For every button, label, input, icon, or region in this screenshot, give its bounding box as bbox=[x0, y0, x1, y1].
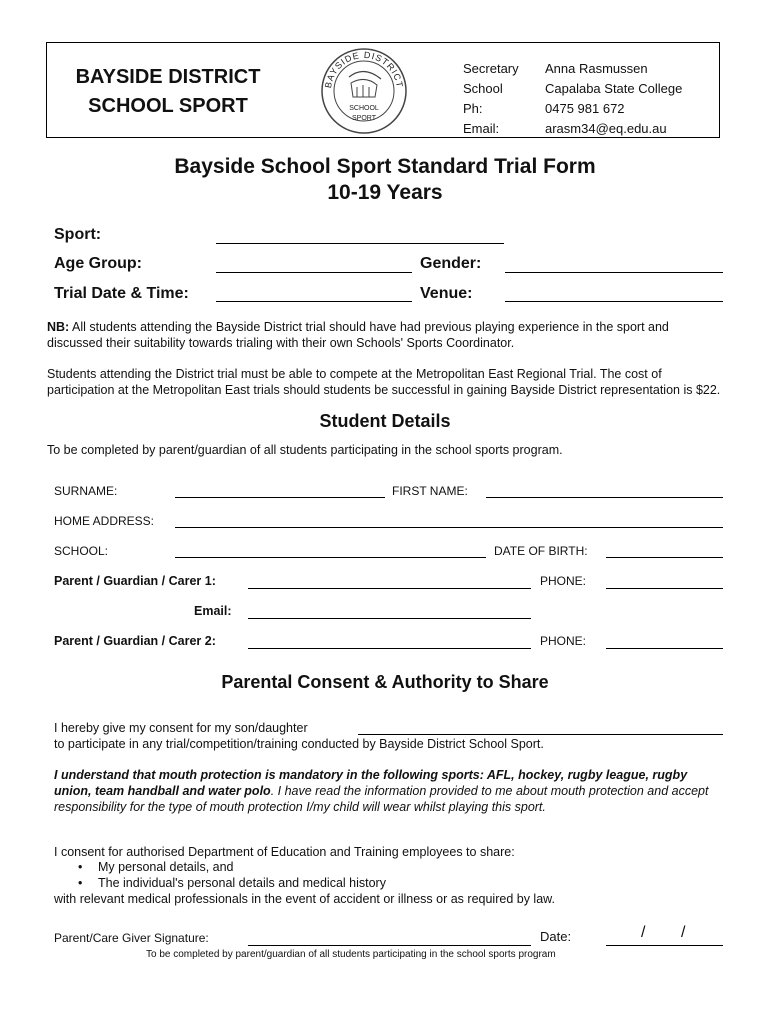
nb-note bbox=[47, 319, 727, 351]
trial-date-field[interactable] bbox=[216, 301, 412, 302]
carer2-label: Parent / Guardian / Carer 2: bbox=[54, 634, 216, 648]
list-item: • My personal details, and bbox=[78, 859, 386, 875]
gender-field[interactable] bbox=[505, 272, 723, 273]
venue-label: Venue: bbox=[420, 285, 473, 302]
student-details-heading: Student Details bbox=[319, 411, 451, 431]
nb-label: NB: bbox=[47, 320, 70, 334]
consent-line2: to participate in any trial/competition/training conducted by Bayside District School Sport. bbox=[54, 737, 544, 751]
signature-label: Parent/Care Giver Signature: bbox=[54, 931, 209, 945]
mouth-protection-bold: I understand that mouth protection is mandatory in the following sports: AFL, hockey, rugby league, rugby union, team handball and water polo bbox=[54, 768, 688, 798]
mouth-protection-rest: . I have read the information provided to me about mouth protection and accept responsibility for the type of mouth protection I/my child will wear whilst playing this sport. bbox=[54, 784, 709, 814]
contact-label: Secretary bbox=[463, 61, 519, 76]
son-daughter-name-field[interactable] bbox=[358, 734, 723, 735]
signature-field[interactable] bbox=[248, 945, 531, 946]
org-title-line2: SCHOOL SPORT bbox=[88, 95, 248, 117]
nb-text: All students attending the Bayside District trial should have had previous playing experience in the sport and discussed their suitability towards trialing with their own Schools' Sports Coordinator. bbox=[47, 320, 669, 350]
sport-field[interactable] bbox=[216, 243, 504, 244]
school-label: SCHOOL: bbox=[54, 544, 109, 558]
date-field[interactable] bbox=[606, 945, 723, 946]
phone-number: 0475 981 672 bbox=[545, 101, 625, 116]
org-title-line1: BAYSIDE DISTRICT bbox=[75, 66, 261, 88]
age-group-label: Age Group: bbox=[54, 255, 142, 272]
carer1-phone-label: PHONE: bbox=[540, 574, 587, 588]
home-address-label: HOME ADDRESS: bbox=[54, 514, 155, 528]
carer2-phone-label: PHONE: bbox=[540, 634, 587, 648]
home-address-field[interactable] bbox=[175, 527, 723, 528]
share-bullet-list bbox=[78, 859, 386, 891]
header-box bbox=[46, 42, 720, 138]
dob-label: DATE OF BIRTH: bbox=[494, 544, 588, 558]
secretary-name: Anna Rasmussen bbox=[545, 61, 648, 76]
first-name-label: FIRST NAME: bbox=[392, 484, 468, 498]
dob-field[interactable] bbox=[606, 557, 723, 558]
form-title bbox=[0, 154, 770, 206]
school-name: Capalaba State College bbox=[545, 81, 683, 96]
student-details-intro: To be completed by parent/guardian of all students participating in the school sports program. bbox=[47, 443, 563, 457]
share-outro: with relevant medical professionals in the event of accident or illness or as required by law. bbox=[54, 892, 555, 906]
contact-label: Ph: bbox=[463, 101, 483, 116]
form-title-line2: 10-19 Years bbox=[327, 181, 443, 204]
logo-bottom-text2: SPORT bbox=[352, 115, 376, 122]
email-field[interactable] bbox=[248, 618, 531, 619]
share-intro: I consent for authorised Department of Education and Training employees to share: bbox=[54, 845, 515, 859]
logo-top-text: BAYSIDE DISTRICT bbox=[323, 49, 405, 89]
consent-heading: Parental Consent & Authority to Share bbox=[221, 672, 549, 692]
contact-label: School bbox=[463, 81, 503, 96]
list-item: • The individual's personal details and medical history bbox=[78, 875, 386, 891]
organisation-title bbox=[55, 63, 281, 121]
carer1-label: Parent / Guardian / Carer 1: bbox=[54, 574, 216, 588]
email-address[interactable]: arasm34@eq.edu.au bbox=[545, 121, 667, 136]
date-separator-2: / bbox=[681, 924, 686, 941]
form-title-line1: Bayside School Sport Standard Trial Form bbox=[174, 155, 596, 178]
logo-bottom-text1: SCHOOL bbox=[349, 105, 379, 112]
surname-label: SURNAME: bbox=[54, 484, 118, 498]
footer-note: To be completed by parent/guardian of all students participating in the school sports program bbox=[146, 949, 556, 960]
sport-label: Sport: bbox=[54, 226, 102, 243]
carer1-field[interactable] bbox=[248, 588, 531, 589]
email-label: Email: bbox=[194, 604, 232, 618]
date-separator-1: / bbox=[641, 924, 646, 941]
carer2-phone-field[interactable] bbox=[606, 648, 723, 649]
gender-label: Gender: bbox=[420, 255, 482, 272]
school-field[interactable] bbox=[175, 557, 486, 558]
bayside-district-logo bbox=[319, 47, 409, 135]
first-name-field[interactable] bbox=[486, 497, 723, 498]
carer2-field[interactable] bbox=[248, 648, 531, 649]
metro-note: Students attending the District trial must be able to compete at the Metropolitan East Regional Trial. The cost of participation at the Metropolitan East trials should students be successful in gaining Bayside District representation is $22. bbox=[47, 367, 721, 397]
surname-field[interactable] bbox=[175, 497, 385, 498]
contact-label: Email: bbox=[463, 121, 500, 136]
contact-values bbox=[545, 59, 682, 139]
consent-line1: I hereby give my consent for my son/daughter bbox=[54, 721, 308, 735]
date-label: Date: bbox=[540, 929, 572, 944]
venue-field[interactable] bbox=[505, 301, 723, 302]
trial-date-label: Trial Date & Time: bbox=[54, 285, 189, 302]
age-group-field[interactable] bbox=[216, 272, 412, 273]
mouth-protection-text bbox=[54, 767, 724, 815]
carer1-phone-field[interactable] bbox=[606, 588, 723, 589]
contact-labels bbox=[463, 59, 519, 139]
